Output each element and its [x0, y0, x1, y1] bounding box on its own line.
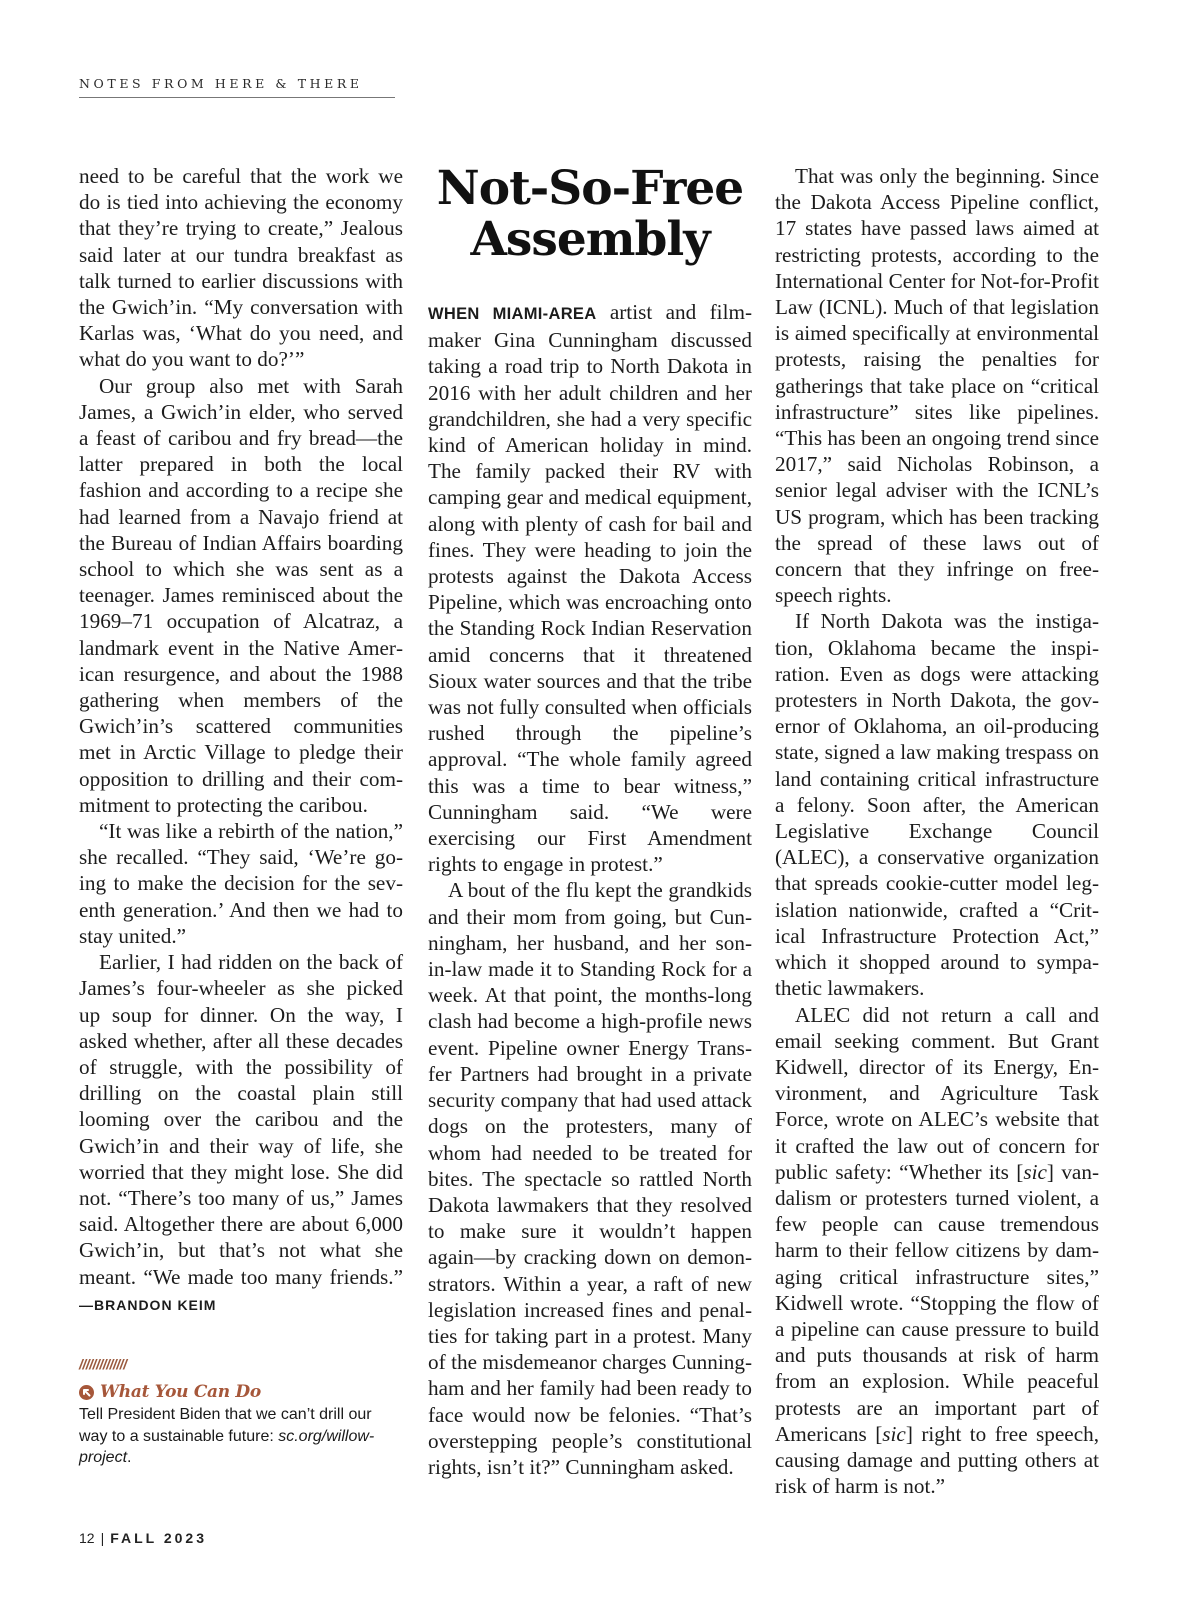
folio-separator: | [100, 1530, 105, 1546]
period: . [127, 1449, 132, 1466]
sic-note: sic [1023, 1159, 1047, 1184]
what-you-can-do-title: What You Can Do [100, 1382, 261, 1402]
issue-label: FALL 2023 [110, 1530, 207, 1546]
article-headline: Not-So-Free Assembly [436, 161, 744, 267]
paragraph: If North Dakota was the instigation, Oklahoma became the inspiration. Even as dogs were attacking protesters in North Dakota, the governor of Oklahoma, an oil-producing state, signed a law making trespass on land containing critical infrastructure a felony. Soon after, the American Legislative Exchange Council (ALEC), a conservative organization that spreads cookie-cutter model legislation nationwide, crafted a “Critical Infrastructure Protection Act,” which it shopped around to sympathetic lawmakers. [775, 609, 1099, 1001]
paragraph: A bout of the flu kept the grandkids and their mom from going, but Cunningham, her husband, and her son-in-law made it to Standing Rock for a week. At that point, the months-long clash had become a high-profile news event. Pipeline owner Energy Transfer Partners had brought in a private security company that had used attack dogs on the protesters, many of whom had needed to be treated for bites. The spectacle so rattled North Dakota lawmakers that they resolved to make sure it wouldn’t happen again—by cracking down on demonstrators. Within a year, a raft of new legislation increased fines and penalties for taking part in a protest. Many of the misdemeanor charges Cunningham and her family had been ready to face would now be felonies. “That’s overstepping people’s constitutional rights, isn’t it?” Cunningham asked. [428, 878, 752, 1479]
running-head: NOTES FROM HERE & THERE [79, 76, 395, 98]
paragraph: “It was like a rebirth of the nation,” she recalled. “They said, ‘We’re going to make the decision for the seventh generation.’ And then we had to stay united.” [79, 819, 403, 948]
what-you-can-do-box [79, 1356, 379, 1469]
column-3 [775, 163, 1099, 1499]
paragraph [775, 1002, 1099, 1500]
paragraph: need to be careful that the work we do is tied into achieving the economy that they’re trying to create,” Jealous said later at our tundra breakfast as talk turned to earlier discussions with the Gwich’in. “My conversation with Karlas was, ‘What do you need, and what do you want to do?’” [79, 164, 403, 372]
sic-note: sic [882, 1421, 906, 1446]
arrow-circle-icon [79, 1385, 94, 1400]
paragraph: Our group also met with Sarah James, a Gwich’in elder, who served a feast of caribou and fry bread—the latter prepared in both the local fashion and according to a recipe she had learned from a Navajo friend at the Bureau of Indian Affairs boarding school to which she was sent as a teenager. James reminisced about the 1969–71 occupation of Alcatraz, a landmark event in the Native American resurgence, and about the 1988 gathering when members of the Gwich’in’s scattered communities met in Arctic Village to pledge their opposition to drilling and their commitment to protecting the caribou. [79, 373, 403, 817]
paragraph-text: ] vandalism or protesters turned violent, a few people can cause tremendous harm to their fellow citizens by damaging critical infrastructure sites,” Kidwell wrote. “Stopping the flow of a pipeline can cause pressure to build and puts thousands at risk of harm from an explosion. While peaceful protests are an important part of Americans [ [775, 1159, 1099, 1446]
willow-project-link[interactable]: sc.org/willow-project [79, 1427, 375, 1466]
paragraph-text: ] right to free speech, causing damage and putting others at risk of harm is not.” [775, 1421, 1099, 1499]
column-1 [79, 163, 403, 1318]
paragraph-text: Earlier, I had ridden on the back of James’s four-wheeler as she picked up soup for dinner. On the way, I asked whether, after all these decades of struggle, with the possibility of drilling on the coastal plain still looming over the caribou and the Gwich’in and their way of life, she worried that they might lose. She did not. “There’s too many of us,” James said. Altogether there are about 6,000 Gwich’in, but that’s not what she meant. “We made too many friends.” [79, 950, 403, 1289]
folio [79, 1530, 207, 1546]
paragraph: That was only the beginning. Since the Dakota Access Pipeline conflict, 17 states have passed laws aimed at restricting protests, according to the International Center for Not-for-Profit Law (ICNL). Much of that legislation is aimed specifically at environmental protests, raising the penalties for gatherings that take place on “critical infrastructure” sites like pipelines. “This has been an ongoing trend since 2017,” said Nicholas Robinson, a senior legal adviser with the ICNL’s US program, which has been tracking the spread of these laws out of concern that they infringe on free-speech rights. [775, 164, 1099, 608]
byline: —BRANDON KEIM [79, 1296, 217, 1313]
paragraph-text: ALEC did not return a call and email seeking comment. But Grant Kidwell, director of its Energy, Environment, and Agriculture Task Force, wrote on ALEC’s website that it crafted the law out of concern for public safety: “Whether its [ [775, 1002, 1099, 1184]
lead-paragraph [428, 299, 752, 877]
what-you-can-do-text [79, 1404, 379, 1469]
paragraph [79, 949, 403, 1318]
column-2 [428, 163, 752, 1480]
paragraph-text: artist and filmmaker Gina Cunningham discussed taking a road trip to North Dakota in 2016 with her adult children and her grandchildren, she had a very specific kind of American holiday in mind. The family packed their RV with camping gear and medical equipment, along with plenty of cash for bail and fines. They were heading to join the protests against the Dakota Access Pipeline, which was encroaching onto the Standing Rock Indian Reservation amid concerns that it threatened Sioux water sources and that the tribe was not fully consulted when officials rushed through the pipeline’s approval. “The whole family agreed this was a time to bear witness,” Cunningham said. “We were exercising our First Amendment rights to engage in protest.” [428, 300, 752, 877]
lead-in-caps: WHEN MIAMI-AREA [428, 305, 597, 323]
page-number: 12 [79, 1530, 95, 1546]
what-you-can-do-heading [79, 1382, 379, 1402]
slash-divider: ////////////// [79, 1356, 127, 1372]
call-to-action-text: Tell President Biden that we can’t drill our way to a sustainable future: [79, 1406, 372, 1445]
